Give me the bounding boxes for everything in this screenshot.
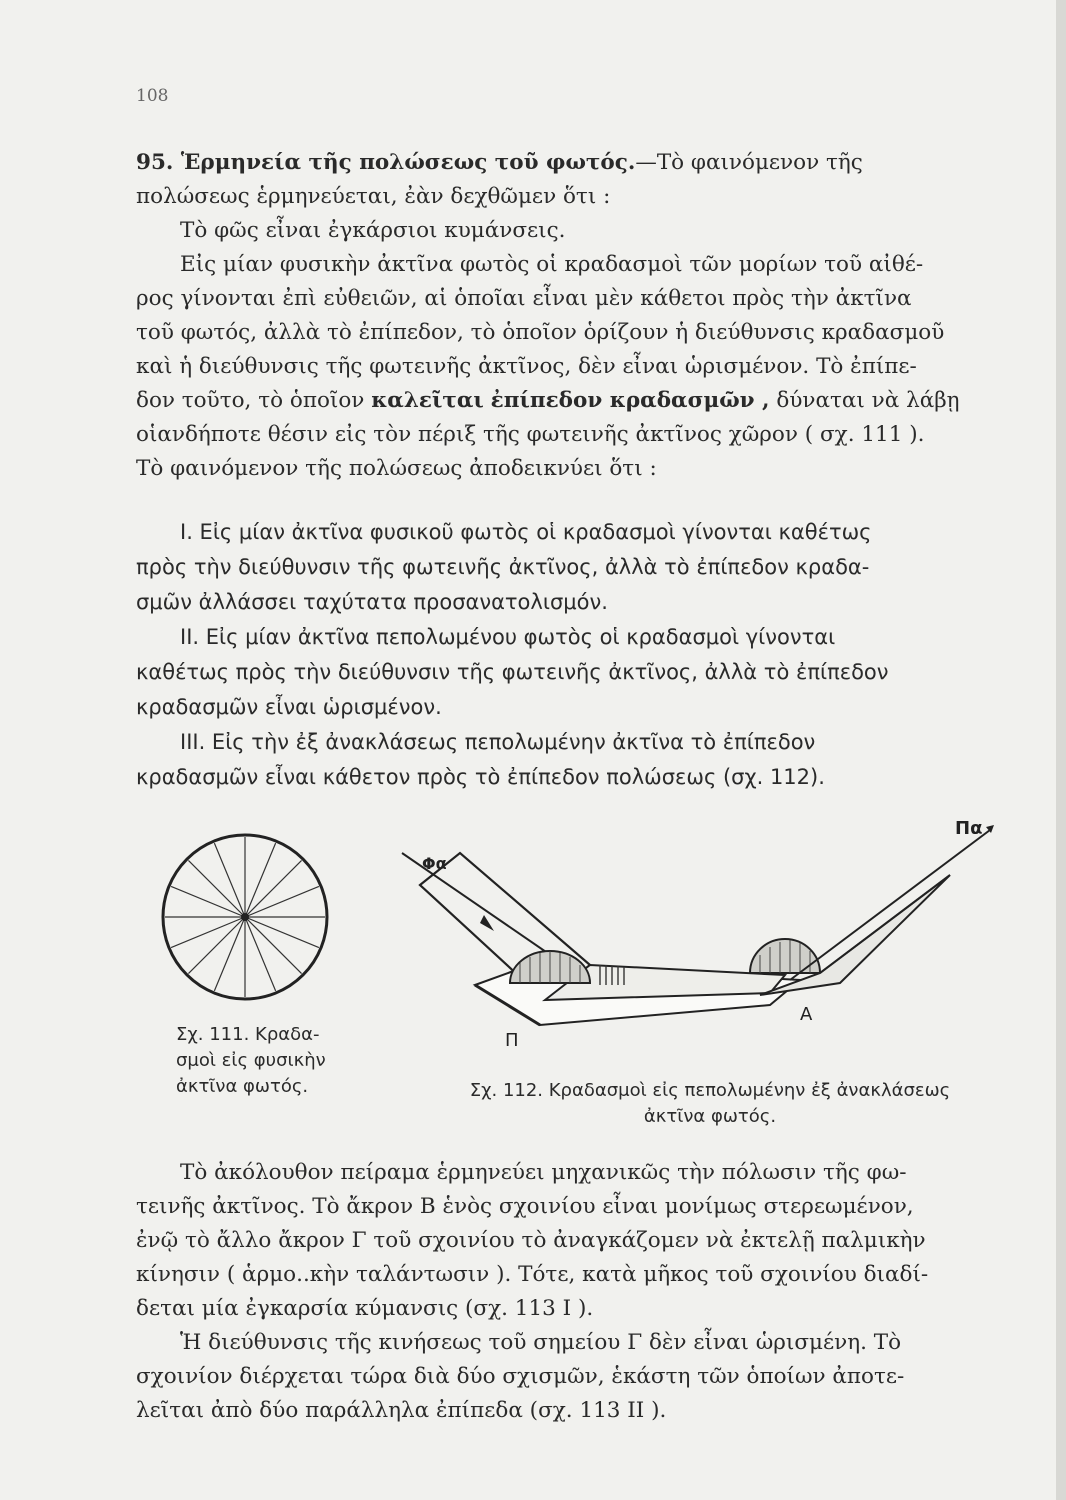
line8-mid xyxy=(484,388,491,413)
line8-pre: δον τοῦτο, τὸ ὁποῖον xyxy=(136,388,372,413)
body-line-2: τοῦ φωτός, ἀλλὰ τὸ ἐπίπεδον, τὸ ὁποῖον ὁρίζουν ἡ διεύθυνσις κραδασμοῦ xyxy=(136,320,945,345)
body-line-5: οἱανδήποτε θέσιν εἰς τὸν πέριξ τῆς φωτεινῆς ἀκτῖνος χῶρον ( σχ. 111 ). xyxy=(136,422,925,447)
fig111-caption-line-3: ἀκτῖνα φωτός. xyxy=(176,1076,309,1097)
figure-112-reflection-diagram xyxy=(390,815,1020,1055)
fig112-incident-arrow xyxy=(480,915,494,931)
body-line-1: ρος γίνονται ἐπὶ εὐθειῶν, αἱ ὁποῖαι εἶναι μὲν κάθετοι πρὸς τὴν ἀκτῖνα xyxy=(136,286,912,311)
fig112-caption-line-2: ἀκτῖνα φωτός. xyxy=(643,1106,777,1127)
page-number: 108 xyxy=(136,86,169,106)
fig111-caption-line-1: Σχ. 111. Κραδα- xyxy=(176,1024,320,1045)
point-2-line-3: κραδασμῶν εἶναι ὡρισμένον. xyxy=(136,695,442,719)
term-epipedon-kradasmon: ἐπίπεδον κραδασμῶν , xyxy=(490,388,770,413)
fig112-reflected-ray xyxy=(790,830,990,980)
fig112-label-polarized: Πα xyxy=(955,818,983,839)
polarization-points xyxy=(136,515,1016,795)
point-1-line-2: πρὸς τὴν διεύθυνσιν τῆς φωτεινῆς ἀκτῖνος, ἀλλὰ τὸ ἐπίπεδον κραδα- xyxy=(136,555,870,579)
intro-line-1: πολώσεως ἑρμηνεύεται, ἐὰν δεχθῶμεν ὅτι : xyxy=(136,184,611,209)
closing-line-1: Τὸ ἀκόλουθον πείραμα ἑρμηνεύει μηχανικῶς τὴν πόλωσιν τῆς φω- xyxy=(180,1160,907,1185)
fig112-label-plane: Π xyxy=(505,1030,519,1051)
fig111-center-dot xyxy=(241,913,249,921)
closing-line-6: Ἡ διεύθυνσις τῆς κινήσεως τοῦ σημείου Γ δὲν εἶναι ὡρισμένη. Τὸ xyxy=(180,1330,902,1355)
fig111-caption-line-2: σμοὶ εἰς φυσικὴν xyxy=(176,1050,326,1071)
point-1-line-1: I. Εἰς μίαν ἀκτῖνα φυσικοῦ φωτὸς οἱ κραδασμοὶ γίνονται καθέτως xyxy=(180,520,872,544)
closing-line-2: τεινῆς ἀκτῖνος. Τὸ ἄκρον Β ἑνὸς σχοινίου εἶναι μονίμως στερεωμένον, xyxy=(136,1194,914,1219)
heading-line xyxy=(136,146,1016,180)
closing-line-3: ἐνῷ τὸ ἄλλο ἄκρον Γ τοῦ σχοινίου τὸ ἀναγκάζομεν νὰ ἐκτελῇ παλμικὴν xyxy=(136,1228,926,1253)
figure-112-caption xyxy=(415,1078,1005,1130)
point-3-line-2: κραδασμῶν εἶναι κάθετον πρὸς τὸ ἐπίπεδον πολώσεως (σχ. 112). xyxy=(136,765,825,789)
fig111-spoke xyxy=(245,917,302,974)
closing-line-4: κίνησιν ( ἁρμο..κὴν ταλάντωσιν ). Τότε, κατὰ μῆκος τοῦ σχοινίου διαδί- xyxy=(136,1262,929,1287)
fig112-label-incident: Φα xyxy=(422,854,447,873)
fig111-spoke xyxy=(245,860,302,917)
section-heading: 95. Ἑρμηνεία τῆς πολώσεως τοῦ φωτός. xyxy=(136,150,636,175)
figure-111-caption xyxy=(176,1022,376,1100)
point-3-line-1: III. Εἰς τὴν ἐξ ἀνακλάσεως πεπολωμένην ἀκτῖνα τὸ ἐπίπεδον xyxy=(180,730,816,754)
body-line-6: Τὸ φαινόμενον τῆς πολώσεως ἀποδεικνύει ὅτι : xyxy=(136,456,657,481)
point-2-line-2: καθέτως πρὸς τὴν διεύθυνσιν τῆς φωτεινῆς ἀκτῖνος, ἀλλὰ τὸ ἐπίπεδον xyxy=(136,660,889,684)
fig111-spoke xyxy=(188,860,245,917)
intro-line-2: Τὸ φῶς εἶναι ἐγκάρσιοι κυμάνσεις. xyxy=(180,218,566,243)
fig111-spoke xyxy=(188,917,245,974)
fig112-caption-line-1: Σχ. 112. Κραδασμοὶ εἰς πεπολωμένην ἐξ ἀνακλάσεως xyxy=(469,1080,951,1101)
closing-line-8: λεῖται ἀπὸ δύο παράλληλα ἐπίπεδα (σχ. 113 II ). xyxy=(136,1398,667,1423)
figure-111-circle-diagram xyxy=(150,822,340,1012)
line8-post: δύναται νὰ λάβῃ xyxy=(769,388,960,413)
fig112-analyzer-plane xyxy=(760,875,950,995)
page-edge-shadow xyxy=(1056,0,1066,1500)
closing-paragraphs xyxy=(136,1156,1016,1428)
term-kaleitai: καλεῖται xyxy=(371,388,484,413)
fig112-label-analyzer: Α xyxy=(800,1004,813,1025)
closing-line-5: δεται μία ἐγκαρσία κύμανσις (σχ. 113 I ). xyxy=(136,1296,594,1321)
body-line-4 xyxy=(136,384,1016,418)
fig112-reflected-edge xyxy=(820,875,950,973)
body-line-3: καὶ ἡ διεύθυνσις τῆς φωτεινῆς ἀκτῖνος, δὲν εἶναι ὡρισμένον. Τὸ ἐπίπε- xyxy=(136,354,917,379)
intro-line-0: —Τὸ φαινόμενον τῆς xyxy=(635,150,863,175)
section-95-text xyxy=(136,146,1016,486)
closing-line-7: σχοινίον διέρχεται τώρα διὰ δύο σχισμῶν, ἑκάστη τῶν ὁποίων ἀποτε- xyxy=(136,1364,905,1389)
point-2-line-1: II. Εἰς μίαν ἀκτῖνα πεπολωμένου φωτὸς οἱ κραδασμοὶ γίνονται xyxy=(180,625,836,649)
body-line-0: Εἰς μίαν φυσικὴν ἀκτῖνα φωτὸς οἱ κραδασμοὶ τῶν μορίων τοῦ αἰθέ- xyxy=(180,252,924,277)
point-1-line-3: σμῶν ἀλλάσσει ταχύτατα προσανατολισμόν. xyxy=(136,590,608,614)
